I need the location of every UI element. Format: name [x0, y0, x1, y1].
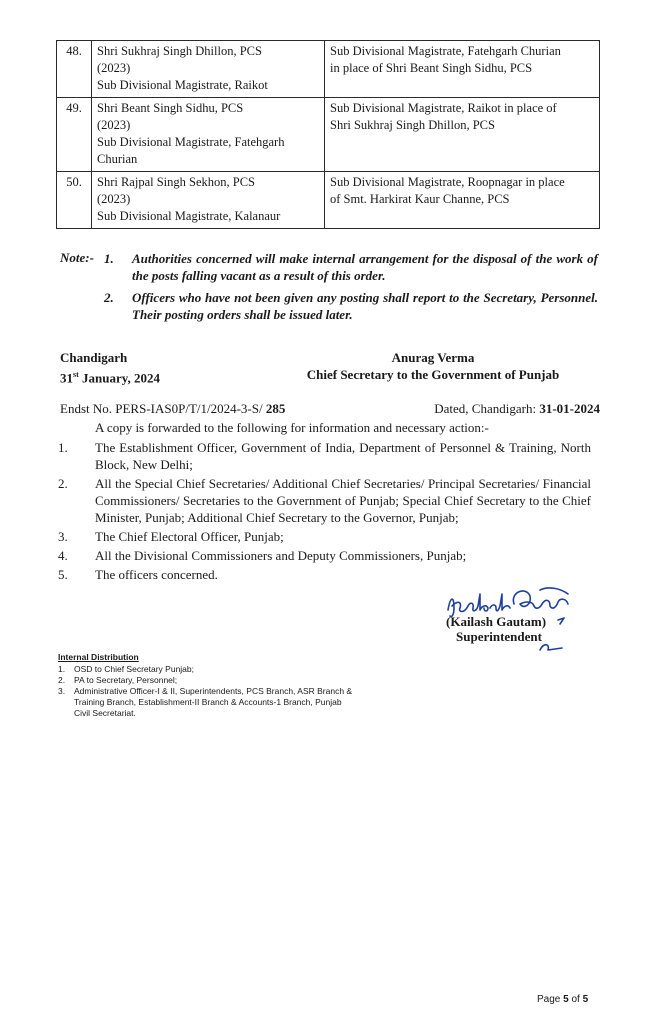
recipient-item [58, 528, 591, 545]
page-number-prefix: Page [537, 994, 564, 1005]
recipient-number: 5. [58, 567, 68, 582]
endorsement-number-value: 285 [265, 401, 286, 416]
note-label: Note:- [60, 250, 94, 265]
posting-line: in place of Shri Beant Singh Sidhu, PCS [330, 61, 533, 75]
posting-cell [325, 98, 600, 172]
officer-cell [92, 98, 325, 172]
recipient-text: All the Divisional Commissioners and Deputy Commissioners, Punjab; [95, 548, 467, 563]
officer-line: Shri Beant Singh Sidhu, PCS [97, 101, 244, 115]
recipient-number: 3. [58, 529, 68, 544]
recipient-number: 4. [58, 548, 68, 563]
endorsement-number [60, 400, 285, 417]
officer-line: Sub Divisional Magistrate, Fatehgarh [97, 135, 285, 149]
officer-cell [92, 41, 325, 98]
date-month-year: January, 2024 [78, 370, 161, 386]
recipient-text: The officers concerned. [95, 567, 218, 582]
signer-block [298, 349, 568, 383]
signer-title: Chief Secretary to the Government of Punjab [306, 367, 560, 382]
posting-line: Sub Divisional Magistrate, Fatehgarh Churian [330, 44, 561, 58]
note-number: 2. [104, 290, 114, 305]
officer-line: Churian [97, 152, 138, 166]
note-text: Officers who have not been given any posting shall report to the Secretary, Personnel. Their posting orders shall be issued later. [132, 290, 598, 322]
posting-cell [325, 41, 600, 98]
officer-line: Shri Rajpal Singh Sekhon, PCS [97, 175, 256, 189]
place-city: Chandigarh [60, 350, 128, 365]
internal-distribution [58, 652, 358, 719]
page-number-of: of [568, 994, 583, 1005]
recipient-text: The Establishment Officer, Government of India, Department of Personnel & Training, North Block, New Delhi; [95, 440, 591, 472]
row-number: 48. [57, 41, 92, 98]
internal-distribution-list [58, 664, 358, 719]
signer-name: Anurag Verma [391, 350, 475, 365]
officer-line: Shri Sukhraj Singh Dhillon, PCS [97, 44, 262, 58]
recipient-item [58, 439, 591, 473]
page-number-current: 5 [563, 994, 569, 1005]
endorsement-date [434, 400, 600, 417]
recipient-text: The Chief Electoral Officer, Punjab; [95, 529, 284, 544]
posting-table [56, 40, 600, 229]
officer-cell [92, 172, 325, 229]
place-date-block [60, 349, 160, 386]
place-date [60, 366, 160, 386]
notes-list [104, 250, 598, 328]
recipients-list [58, 439, 591, 585]
table-row [57, 41, 600, 98]
officer-line: (2023) [97, 118, 131, 132]
row-number: 49. [57, 98, 92, 172]
internal-number: 1. [58, 664, 66, 674]
date-day-suffix: st [73, 370, 79, 379]
posting-line: Sub Divisional Magistrate, Roopnagar in place [330, 175, 565, 189]
officer-line: (2023) [97, 192, 131, 206]
internal-item [58, 664, 358, 675]
internal-text: Administrative Officer-I & II, Superintendents, PCS Branch, ASR Branch & Training Branch, Establishment-II Branch & Accounts-1 Branch, Punjab Civil Secretariat. [74, 686, 353, 718]
copy-intro: A copy is forwarded to the following for information and necessary action:- [95, 420, 489, 435]
officer-line: (2023) [97, 61, 131, 75]
recipient-item [58, 547, 591, 564]
note-text: Authorities concerned will make internal arrangement for the disposal of the work of the posts falling vacant as a result of this order. [132, 251, 598, 283]
recipient-item [58, 475, 591, 526]
recipient-text: All the Special Chief Secretaries/ Additional Chief Secretaries/ Principal Secretaries/ Financial Commissioners/ Secretaries to the Government of Punjab; Special Chief Secretary to the Chief Minister, Punjab; Additional Chief Secretary to the Governor, Punjab; [95, 476, 591, 525]
page-number [537, 994, 588, 1005]
row-number: 50. [57, 172, 92, 229]
posting-line: of Smt. Harkirat Kaur Channe, PCS [330, 192, 510, 206]
internal-text: OSD to Chief Secretary Punjab; [74, 664, 195, 674]
internal-item [58, 686, 358, 719]
posting-line: Shri Sukhraj Singh Dhillon, PCS [330, 118, 495, 132]
internal-item [58, 675, 358, 686]
posting-line: Sub Divisional Magistrate, Raikot in place of [330, 101, 557, 115]
internal-text: PA to Secretary, Personnel; [74, 675, 178, 685]
posting-cell [325, 172, 600, 229]
table-row [57, 172, 600, 229]
internal-number: 3. [58, 686, 66, 696]
date-day: 31 [60, 370, 73, 386]
recipient-number: 1. [58, 440, 68, 455]
recipient-number: 2. [58, 476, 68, 491]
endorsement-prefix: Endst No. PERS-IAS0P/T/1/2024-3-S/ [60, 401, 266, 416]
internal-distribution-title: Internal Distribution [58, 652, 139, 662]
signature-title: Superintendent [456, 629, 542, 644]
endorsement-dated-value: 31-01-2024 [539, 401, 600, 416]
endorsement-dated-prefix: Dated, Chandigarh: [434, 401, 540, 416]
page-number-total: 5 [582, 994, 589, 1005]
officer-line: Sub Divisional Magistrate, Kalanaur [97, 209, 281, 223]
internal-number: 2. [58, 675, 66, 685]
table-row [57, 98, 600, 172]
signature-name: (Kailash Gautam) [446, 614, 547, 629]
note-number: 1. [104, 251, 114, 266]
note-item [104, 289, 598, 323]
posting-table-body [57, 41, 600, 229]
officer-line: Sub Divisional Magistrate, Raikot [97, 78, 268, 92]
note-item [104, 250, 598, 284]
